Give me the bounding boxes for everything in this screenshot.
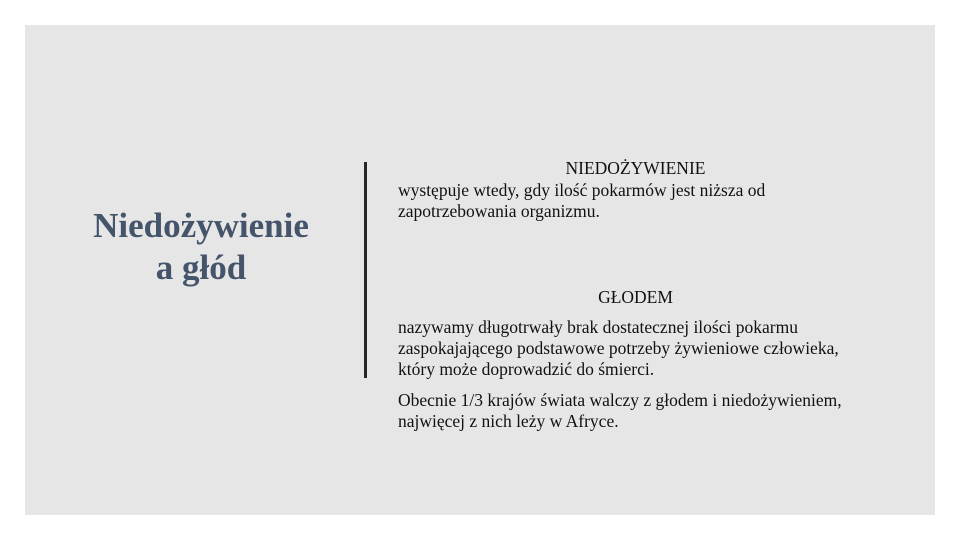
section2-text — [398, 317, 873, 380]
title-line-1: Niedożywienie — [93, 206, 309, 245]
section2-extra-body: Obecnie 1/3 krajów świata walczy z głodem i niedożywieniem, najwięcej z nich leży w Afryce. — [398, 390, 842, 431]
section2-heading: GŁODEM — [598, 287, 673, 307]
section1-body: występuje wtedy, gdy ilość pokarmów jest niższa od zapotrzebowania organizmu. — [398, 180, 766, 221]
section2-body: nazywamy długotrwały brak dostatecznej ilości pokarmu zaspokajającego podstawowe potrzeby żywieniowe człowieka, który może doprowadzić do śmierci. — [398, 317, 839, 379]
slide-title — [60, 205, 342, 289]
title-line-2: a głód — [155, 248, 247, 287]
section1-text — [398, 180, 873, 222]
section2-extra — [398, 390, 873, 432]
vertical-divider — [364, 162, 367, 378]
section1-heading: NIEDOŻYWIENIE — [565, 158, 706, 178]
